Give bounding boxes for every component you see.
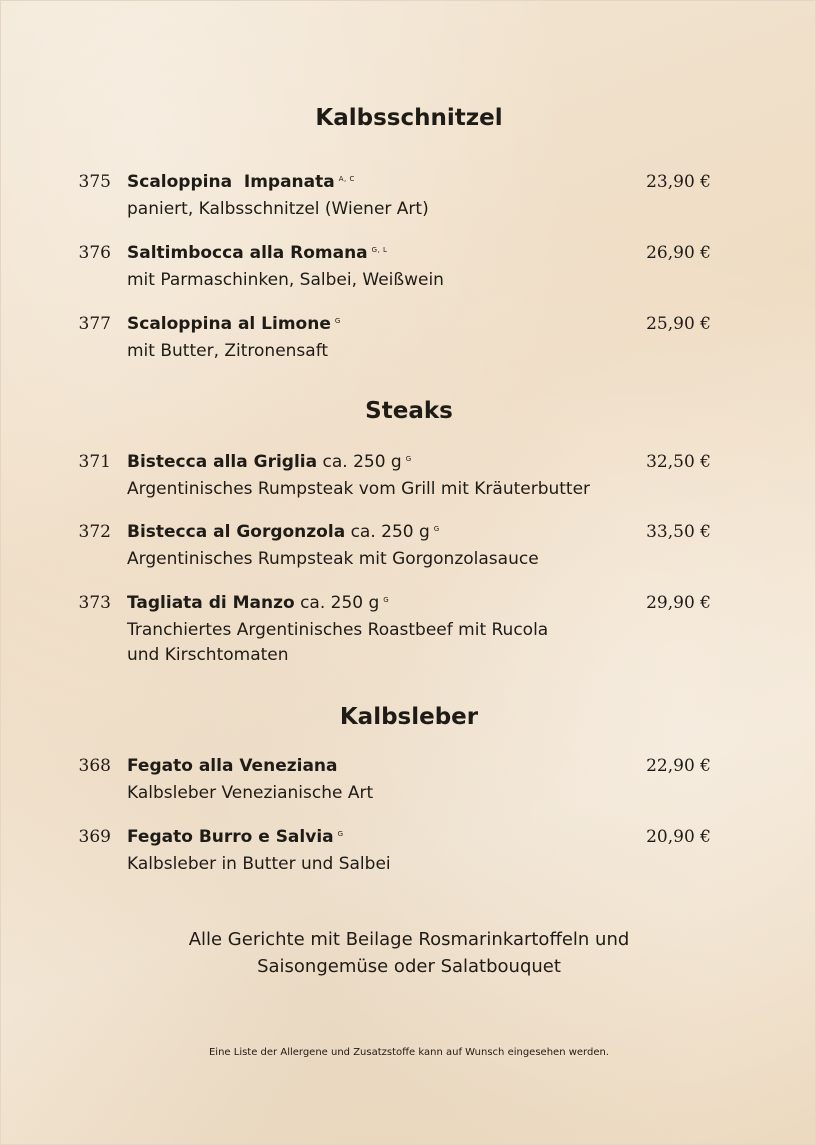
item-description [127,197,647,222]
item-price: 23,90 € [646,172,711,192]
item-description-line: und Kirschtomaten [127,645,289,665]
item-description-line: paniert, Kalbsschnitzel (Wiener Art) [127,199,429,219]
item-description-line: Kalbsleber Venezianische Art [127,783,374,803]
allergen-codes: G [405,455,412,463]
item-description-line: mit Parmaschinken, Salbei, Weißwein [127,270,444,290]
item-name: Bistecca al Gorgonzola [127,522,346,542]
item-description [127,477,647,502]
item-number: 375 [78,172,111,192]
allergen-codes: G [334,317,341,325]
item-number: 373 [78,593,111,613]
item-description-line: Tranchiertes Argentinisches Roastbeef mit Rucola [127,620,549,640]
item-quantity: ca. 250 g [350,522,430,542]
item-number: 372 [78,522,111,542]
item-price: 25,90 € [646,314,711,334]
item-number: 369 [78,827,111,847]
item-description [127,618,647,668]
side-dish-note-line: Alle Gerichte mit Beilage Rosmarinkartoffeln und [188,929,630,950]
item-name-line [127,314,341,334]
item-name: Saltimbocca alla Romana [127,243,368,263]
item-number: 371 [78,452,111,472]
item-description-line: Argentinisches Rumpsteak vom Grill mit Kräuterbutter [127,479,591,499]
item-name-line [127,756,338,776]
allergen-codes: G [433,525,440,533]
allergen-footer: Eine Liste der Allergene und Zusatzstoffe kann auf Wunsch eingesehen werden. [208,1047,609,1058]
item-name-line [127,243,387,263]
item-price: 22,90 € [646,756,711,776]
item-name: Bistecca alla Griglia [127,452,318,472]
item-number: 368 [78,756,111,776]
item-description [127,781,647,806]
item-price: 26,90 € [646,243,711,263]
item-description-line: Argentinisches Rumpsteak mit Gorgonzolasauce [127,549,539,569]
item-price: 20,90 € [646,827,711,847]
allergen-codes: G [337,830,344,838]
section-title-kalbsschnitzel: Kalbsschnitzel [315,105,503,131]
item-name: Scaloppina Impanata [127,172,335,192]
item-description-line: mit Butter, Zitronensaft [127,341,329,361]
section-title-kalbsleber: Kalbsleber [339,704,479,730]
item-name: Fegato alla Veneziana [127,756,338,776]
item-quantity: ca. 250 g [300,593,380,613]
item-name-line [127,452,412,472]
item-name-line [127,522,440,542]
item-price: 32,50 € [646,452,711,472]
item-name-line [127,827,344,847]
side-dish-note-line: Saisongemüse oder Salatbouquet [257,956,561,977]
allergen-codes: G [383,596,390,604]
item-number: 377 [78,314,111,334]
item-name-line [127,593,389,613]
side-dish-note [1,926,816,980]
item-name: Tagliata di Manzo [127,593,295,613]
item-name: Scaloppina al Limone [127,314,331,334]
allergen-codes: G, L [371,246,388,254]
item-number: 376 [78,243,111,263]
item-description [127,268,647,293]
item-price: 29,90 € [646,593,711,613]
item-name-line [127,172,355,192]
item-name: Fegato Burro e Salvia [127,827,334,847]
allergen-codes: A, C [338,175,355,183]
item-description-line: Kalbsleber in Butter und Salbei [127,854,391,874]
item-quantity: ca. 250 g [322,452,402,472]
item-description [127,339,647,364]
item-description [127,547,647,572]
item-price: 33,50 € [646,522,711,542]
item-description [127,852,647,877]
section-title-steaks: Steaks [365,398,453,424]
